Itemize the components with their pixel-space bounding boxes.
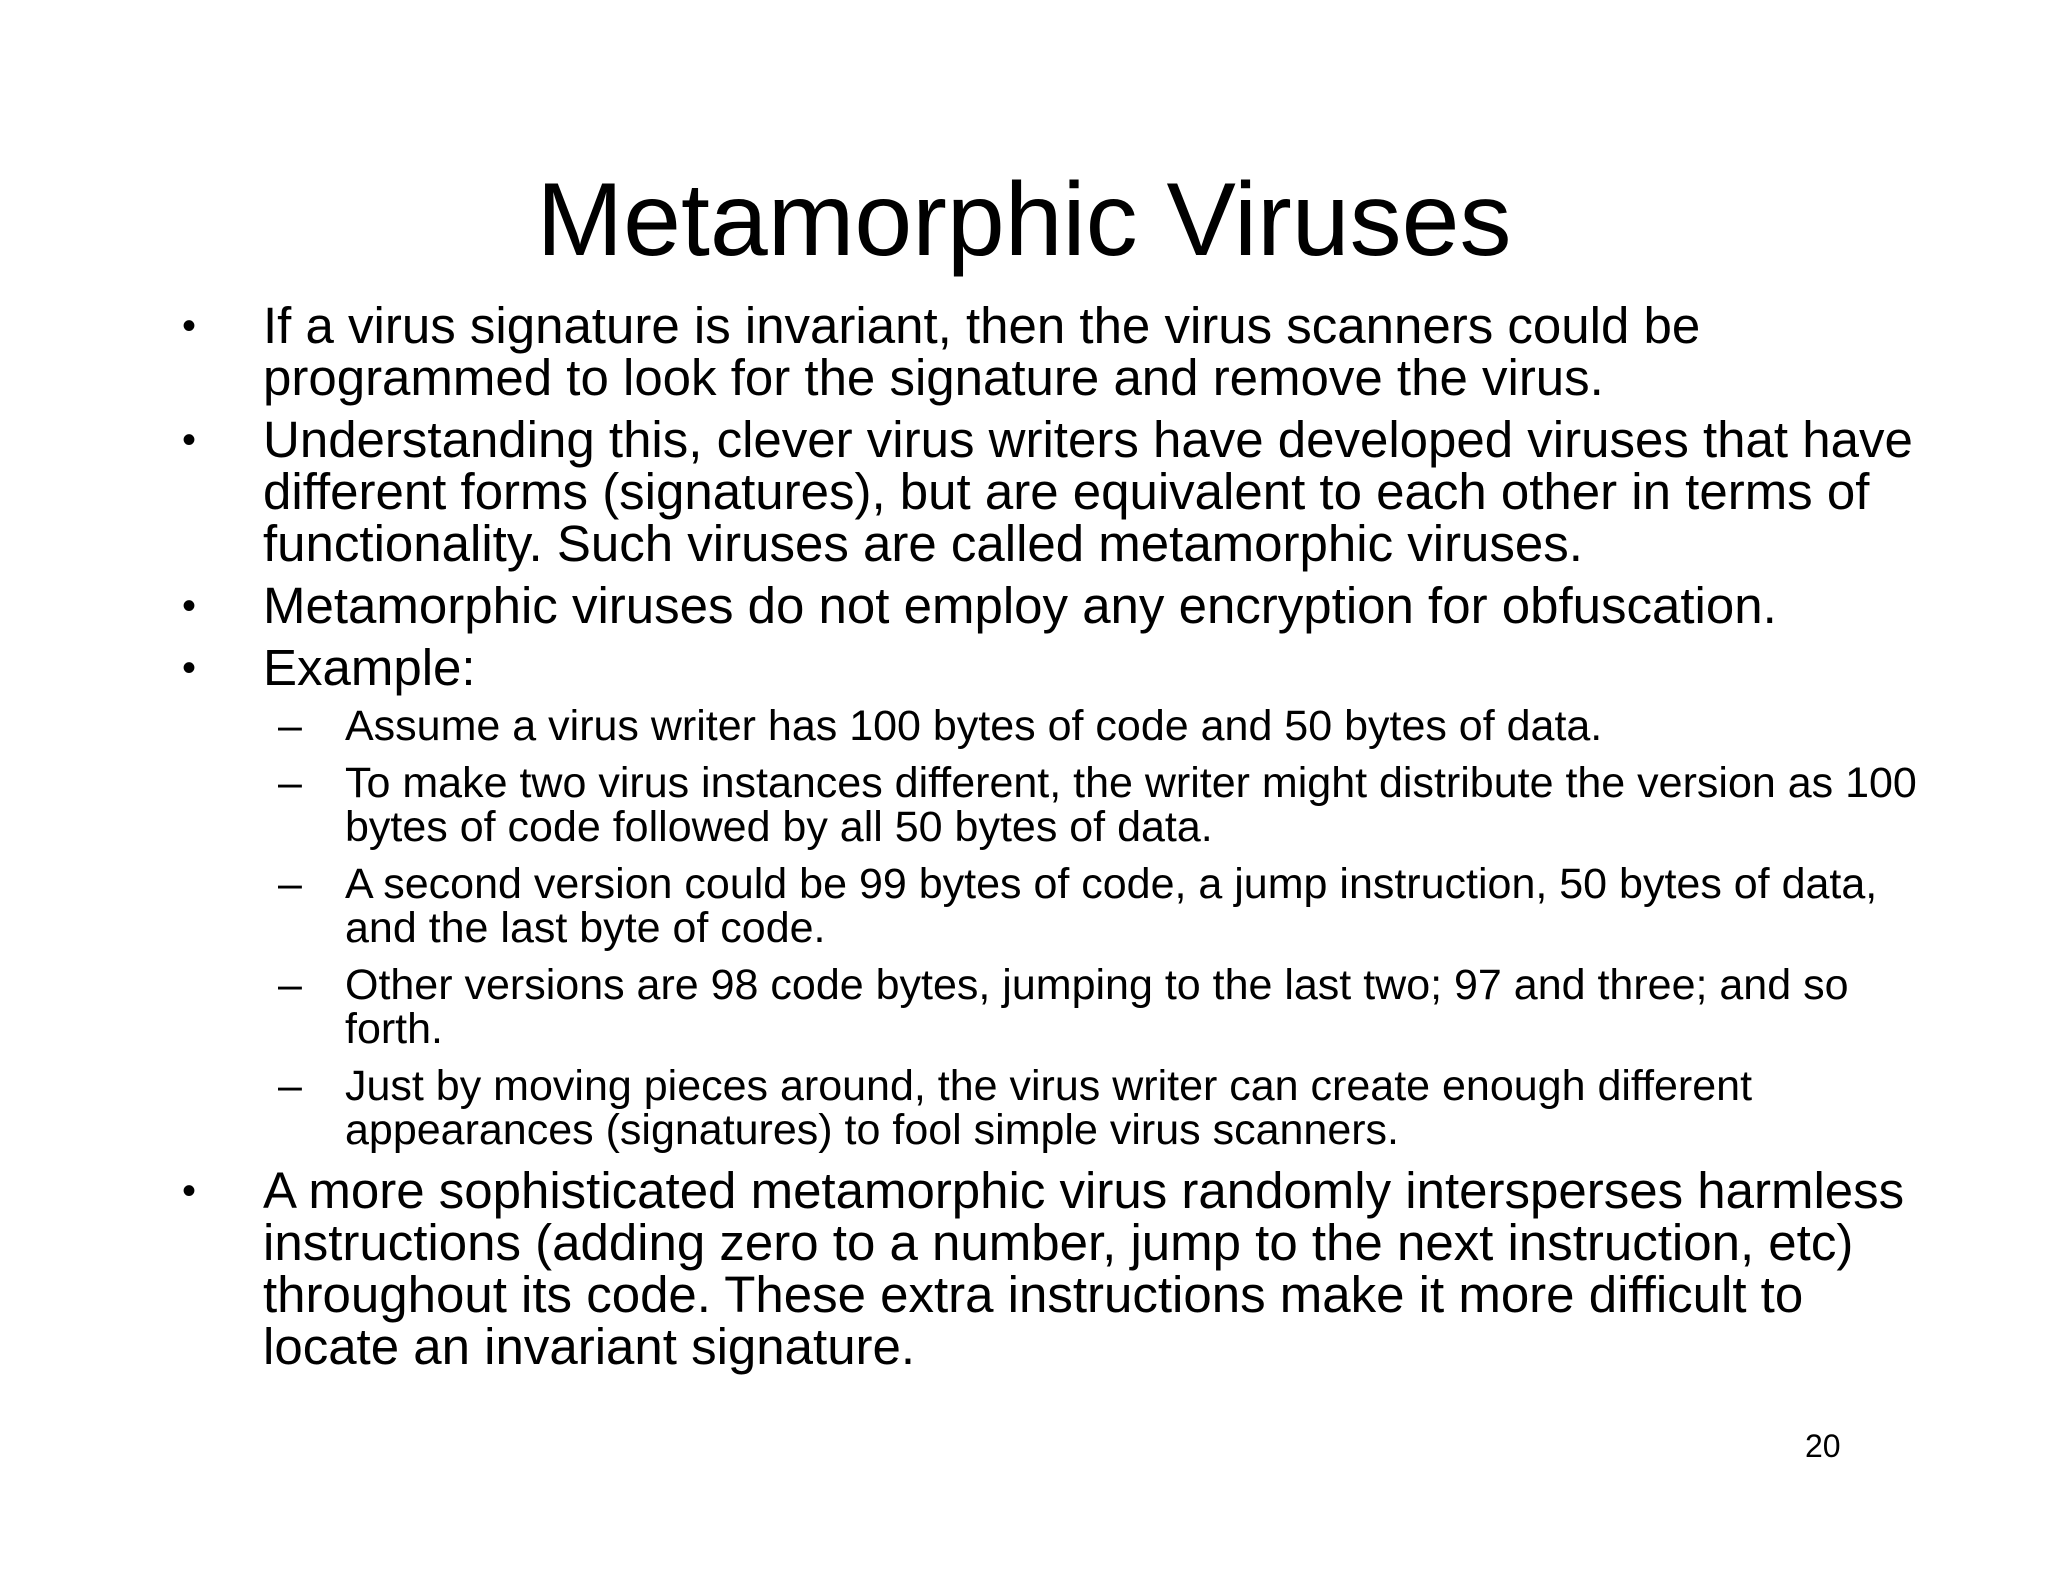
bullet-text: If a virus signature is invariant, then the virus scanners could be programmed to look for the signature and remove the virus. — [263, 297, 1701, 406]
bullet-item — [170, 639, 1950, 696]
sub-bullet-marker: – — [278, 702, 302, 750]
sub-bullet-marker: – — [278, 961, 302, 1009]
bullet-text: Example: — [263, 639, 476, 696]
slide-title: Metamorphic Viruses — [536, 162, 1512, 278]
bullet-marker: • — [182, 584, 197, 628]
sub-bullet-text: A second version could be 99 bytes of code, a jump instruction, 50 bytes of data, and the last byte of code. — [345, 860, 1878, 952]
bullet-marker: • — [182, 304, 197, 348]
sub-bullet-list — [170, 704, 1950, 1152]
bullet-marker: • — [182, 1169, 197, 1213]
bullet-text: Understanding this, clever virus writers have developed viruses that have different forms (signatures), but are equivalent to each other in terms of functionality. Such viruses are called metamorphic viruses. — [263, 411, 1913, 572]
sub-bullet-item — [170, 862, 1950, 950]
sub-bullet-item — [170, 963, 1950, 1051]
bullet-list — [170, 297, 1950, 1383]
bullet-item — [170, 297, 1950, 406]
bullet-item — [170, 411, 1950, 572]
bullet-text: Metamorphic viruses do not employ any encryption for obfuscation. — [263, 577, 1777, 634]
sub-bullet-text: Assume a virus writer has 100 bytes of code and 50 bytes of data. — [345, 702, 1603, 750]
sub-bullet-text: Just by moving pieces around, the virus writer can create enough different appearances (signatures) to fool simple virus scanners. — [345, 1062, 1753, 1154]
sub-bullet-marker: – — [278, 759, 302, 807]
bullet-item — [170, 577, 1950, 634]
sub-bullet-marker: – — [278, 1062, 302, 1110]
bullet-item — [170, 1162, 1950, 1375]
sub-bullet-item — [170, 1064, 1950, 1152]
sub-bullet-marker: – — [278, 860, 302, 908]
bullet-text: A more sophisticated metamorphic virus randomly intersperses harmless instructions (adding zero to a number, jump to the next instruction, etc) throughout its code. These extra instructions make it more difficult to locate an invariant signature. — [263, 1162, 1905, 1375]
sub-bullet-text: Other versions are 98 code bytes, jumping to the last two; 97 and three; and so forth. — [345, 961, 1849, 1053]
sub-bullet-item — [170, 761, 1950, 849]
bullet-marker: • — [182, 418, 197, 462]
sub-bullet-item — [170, 704, 1950, 748]
bullet-marker: • — [182, 646, 197, 690]
sub-bullet-text: To make two virus instances different, the writer might distribute the version as 100 bytes of code followed by all 50 bytes of data. — [345, 759, 1917, 851]
page-number: 20 — [1805, 1428, 1841, 1464]
